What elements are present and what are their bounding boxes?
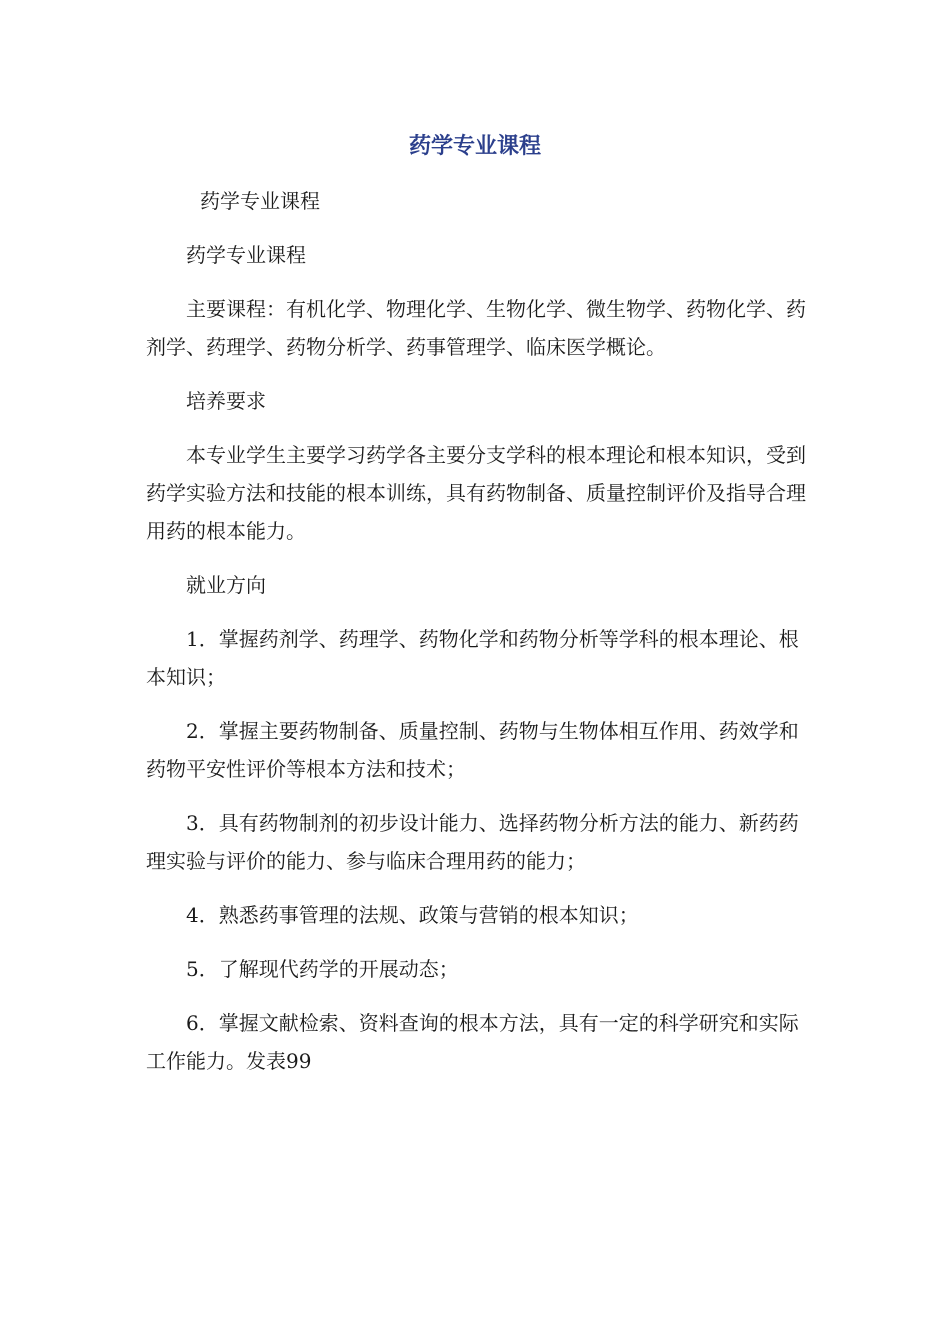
- body-paragraph: 主要课程：有机化学、物理化学、生物化学、微生物学、药物化学、药剂学、药理学、药物分析学、药事管理学、临床医学概论。: [146, 297, 806, 359]
- body-paragraph: 本专业学生主要学习药学各主要分支学科的根本理论和根本知识，受到药学实验方法和技能的根本训练，具有药物制备、质量控制评价及指导合理用药的根本能力。: [146, 443, 806, 543]
- section-heading: 就业方向: [186, 573, 266, 597]
- list-item: 2．掌握主要药物制备、质量控制、药物与生物体相互作用、药效学和药物平安性评价等根本方法和技术；: [146, 719, 799, 781]
- body-paragraph: 药学专业课程: [186, 243, 306, 267]
- body-paragraph: 药学专业课程: [200, 189, 320, 213]
- list-item: 1．掌握药剂学、药理学、药物化学和药物分析等学科的根本理论、根本知识；: [146, 627, 799, 689]
- list-item: 6．掌握文献检索、资料查询的根本方法，具有一定的科学研究和实际工作能力。发表99: [146, 1011, 799, 1073]
- document-title: 药学专业课程: [408, 134, 541, 159]
- list-item: 4．熟悉药事管理的法规、政策与营销的根本知识；: [186, 903, 639, 927]
- document-body: [146, 182, 810, 1080]
- section-heading: 培养要求: [186, 389, 266, 413]
- list-item: 5．了解现代药学的开展动态；: [186, 957, 459, 981]
- list-item: 3．具有药物制剂的初步设计能力、选择药物分析方法的能力、新药药理实验与评价的能力、参与临床合理用药的能力；: [146, 811, 799, 873]
